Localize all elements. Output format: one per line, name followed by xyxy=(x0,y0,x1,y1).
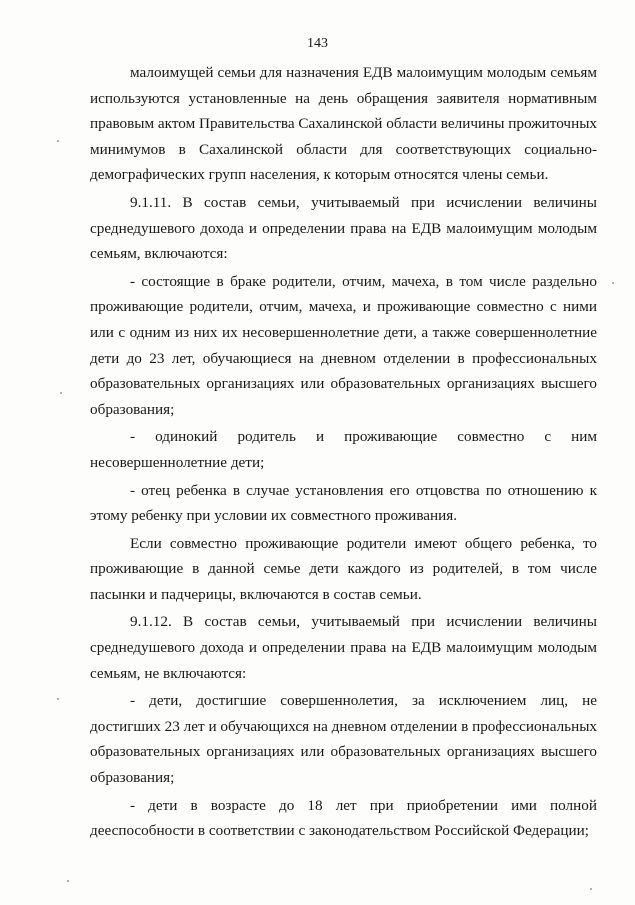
list-item-adult-children: - дети, достигшие совершеннолетия, за исключением лиц, не достигших 23 лет и обучающихся на дневном отделении в профессиональных образовательных организациях или образовательных организациях высшего образования; xyxy=(90,692,597,787)
scan-speck xyxy=(57,698,59,700)
list-item-married-parents: - состоящие в браке родители, отчим, мачеха, в том числе раздельно проживающие родители, отчим, мачеха, и проживающие совместно с ними или с одним из них их несовершеннолетние дети, а также совершеннолетние дети до 23 лет, обучающиеся на дневном отделении в профессиональных образовательных организациях или образовательных организациях высшего образования; xyxy=(90,272,597,418)
list-item-father: - отец ребенка в случае установления его отцовства по отношению к этому ребенку при условии их совместного проживания. xyxy=(90,481,597,525)
list-item-emancipated-children: - дети в возрасте до 18 лет при приобретении ими полной дееспособности в соответствии с законодательством Российской Федерации; xyxy=(90,796,597,840)
document-body xyxy=(90,60,597,844)
page-number: 143 xyxy=(307,36,328,51)
scan-speck xyxy=(612,282,614,284)
scan-speck xyxy=(60,392,62,394)
paragraph-9-1-12: 9.1.12. В состав семьи, учитываемый при исчислении величины среднедушевого дохода и определении права на ЕДВ малоимущим молодым семьям, не включаются: xyxy=(90,613,597,682)
paragraph-common-child: Если совместно проживающие родители имеют общего ребенка, то проживающие в данной семье дети каждого из родителей, в том числе пасынки и падчерицы, включаются в состав семьи. xyxy=(90,534,597,603)
paragraph-9-1-11: 9.1.11. В состав семьи, учитываемый при исчислении величины среднедушевого дохода и определении права на ЕДВ малоимущим молодым семьям, включаются: xyxy=(90,193,597,263)
scan-speck xyxy=(590,888,592,890)
scan-speck xyxy=(57,140,59,142)
list-item-single-parent: - одинокий родитель и проживающие совместно с ним несовершеннолетние дети; xyxy=(90,428,597,471)
paragraph-living-minimum: малоимущей семьи для назначения ЕДВ малоимущим молодым семьям используются установленные на день обращения заявителя нормативным правовым актом Правительства Сахалинской области величины прожиточных минимумов в Сахалинской области для соответствующих социально-демографических групп населения, к которым относятся члены семьи. xyxy=(90,64,597,184)
scan-speck xyxy=(67,880,69,882)
